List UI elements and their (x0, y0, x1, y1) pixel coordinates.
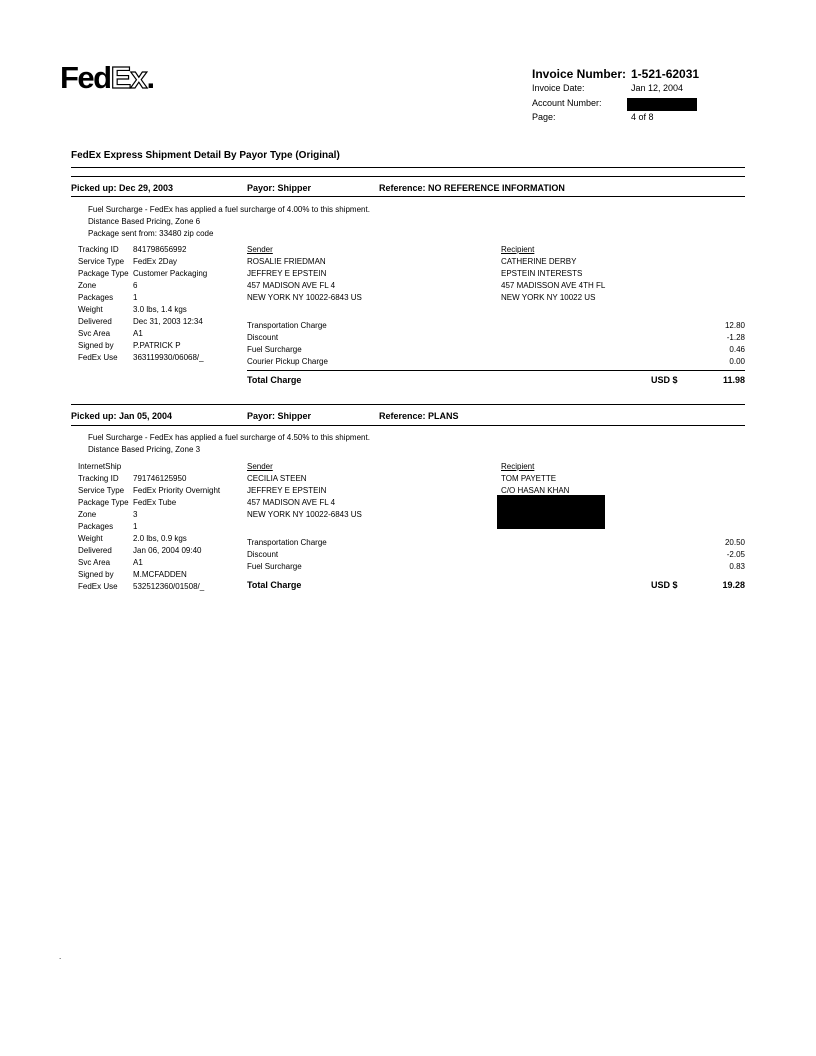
detail-value: Customer Packaging (133, 269, 208, 278)
detail-label: Signed by (78, 341, 114, 350)
charge-amount: 0.00 (729, 357, 745, 366)
detail-value: 6 (133, 281, 138, 290)
logo-fed: Fed (60, 60, 111, 95)
detail-label: Tracking ID (78, 474, 119, 483)
detail-value: 1 (133, 293, 138, 302)
shipment2-total-label: Total Charge (247, 580, 302, 590)
logo-dot: . (146, 60, 154, 95)
detail-label: Service Type (78, 257, 125, 266)
shipment2-currency: USD $ (651, 580, 678, 590)
invoice-date-label: Invoice Date: (532, 83, 585, 93)
detail-label: Packages (78, 522, 114, 531)
title-rule (71, 167, 745, 168)
detail-label: Svc Area (78, 558, 111, 567)
detail-value: 3.0 lbs, 1.4 kgs (133, 305, 187, 314)
shipment1-note: Package sent from: 33480 zip code (88, 229, 214, 238)
detail-value: 363119930/06068/_ (133, 353, 204, 362)
detail-label: Weight (78, 534, 103, 543)
detail-value: FedEx Priority Overnight (133, 486, 221, 495)
recipient-line: C/O HASAN KHAN (501, 486, 570, 495)
detail-label: Packages (78, 293, 114, 302)
shipment2-sender (247, 461, 362, 521)
shipment1-reference: Reference: NO REFERENCE INFORMATION (379, 183, 565, 193)
charge-label: Transportation Charge (247, 538, 327, 547)
detail-value: A1 (133, 558, 143, 567)
charge-label: Fuel Surcharge (247, 345, 302, 354)
sender-line: NEW YORK NY 10022-6843 US (247, 293, 362, 302)
recipient-heading: Recipient (501, 245, 535, 254)
detail-value: Dec 31, 2003 12:34 (133, 317, 203, 326)
recipient-heading: Recipient (501, 462, 535, 471)
detail-value: 3 (133, 510, 138, 519)
detail-label: Package Type (78, 498, 129, 507)
shipment1-note: Fuel Surcharge - FedEx has applied a fuel surcharge of 4.00% to this shipment. (88, 205, 370, 214)
page-label: Page: (532, 112, 556, 122)
recipient-line: NEW YORK NY 10022 US (501, 293, 596, 302)
shipment2-total: 19.28 (722, 580, 745, 590)
charge-label: Fuel Surcharge (247, 562, 302, 571)
detail-label: Tracking ID (78, 245, 119, 254)
shipment1-note: Distance Based Pricing, Zone 6 (88, 217, 201, 226)
detail-value: 2.0 lbs, 0.9 kgs (133, 534, 187, 543)
logo-ex: Ex (110, 60, 147, 95)
shipment2-payor: Payor: Shipper (247, 411, 312, 421)
recipient-line: EPSTEIN INTERESTS (501, 269, 583, 278)
account-number-label: Account Number: (532, 98, 602, 108)
shipment1-details-labels (78, 244, 129, 364)
recipient-line: 457 MADISSON AVE 4TH FL (501, 281, 606, 290)
shipment1-payor: Payor: Shipper (247, 183, 312, 193)
detail-label: Zone (78, 281, 97, 290)
detail-value: FedEx 2Day (133, 257, 178, 266)
charge-label: Transportation Charge (247, 321, 327, 330)
detail-label: FedEx Use (78, 582, 118, 591)
shipment2-recipient (501, 461, 569, 497)
shipment1-picked-up: Picked up: Dec 29, 2003 (71, 183, 174, 193)
shipment1-details-values (133, 244, 207, 364)
detail-value: 1 (133, 522, 138, 531)
sender-line: JEFFREY E EPSTEIN (247, 486, 327, 495)
invoice-number-label: Invoice Number: (532, 67, 627, 81)
detail-value: A1 (133, 329, 143, 338)
shipment1-header-rule (71, 196, 745, 197)
detail-label: Service Type (78, 486, 125, 495)
shipment1-total-label: Total Charge (247, 375, 302, 385)
sender-heading: Sender (247, 245, 273, 254)
invoice-number: 1-521-62031 (631, 67, 700, 81)
charge-amount: 0.83 (729, 562, 745, 571)
detail-value: FedEx Tube (133, 498, 177, 507)
report-title: FedEx Express Shipment Detail By Payor Type (Original) (71, 150, 340, 161)
detail-label: Weight (78, 305, 103, 314)
channel-label: InternetShip (78, 462, 122, 471)
sender-line: NEW YORK NY 10022-6843 US (247, 510, 362, 519)
charge-amount: 20.50 (724, 538, 745, 547)
detail-value: M.MCFADDEN (133, 570, 187, 579)
shipment2-charge-amounts (685, 537, 745, 573)
charge-amount: 0.46 (729, 345, 745, 354)
detail-value: Jan 06, 2004 09:40 (133, 546, 202, 555)
charge-label: Courier Pickup Charge (247, 357, 328, 366)
shipment2-reference: Reference: PLANS (379, 411, 459, 421)
sender-heading: Sender (247, 462, 273, 471)
sender-line: JEFFREY E EPSTEIN (247, 269, 327, 278)
sender-line: CECILIA STEEN (247, 474, 307, 483)
detail-value: 841798656992 (133, 245, 187, 254)
detail-value: P.PATRICK P (133, 341, 181, 350)
detail-value: 532512360/01508/_ (133, 582, 205, 591)
detail-value: 791746125950 (133, 474, 187, 483)
shipment1-charge-labels (247, 320, 328, 368)
shipment2-picked-up: Picked up: Jan 05, 2004 (71, 411, 173, 421)
detail-label: FedEx Use (78, 353, 118, 362)
shipment1-total-rule (247, 370, 745, 371)
shipment2-header-rule (71, 425, 745, 426)
invoice-date: Jan 12, 2004 (631, 83, 684, 93)
sender-line: 457 MADISON AVE FL 4 (247, 281, 336, 290)
shipment2-details-values (133, 473, 220, 593)
fedex-logo (60, 60, 154, 96)
detail-label: Delivered (78, 546, 112, 555)
detail-label: Zone (78, 510, 97, 519)
detail-label: Delivered (78, 317, 112, 326)
charge-label: Discount (247, 550, 279, 559)
footer-mark: . (59, 952, 62, 961)
shipment2-charge-labels (247, 537, 327, 573)
shipment2-note: Distance Based Pricing, Zone 3 (88, 445, 201, 454)
shipment1-recipient (501, 244, 605, 304)
shipment1-sender (247, 244, 362, 304)
detail-label: Package Type (78, 269, 129, 278)
shipment1-currency: USD $ (651, 375, 678, 385)
shipment1-charge-amounts (685, 320, 745, 368)
shipment1-top-rule (71, 176, 745, 177)
page-number: 4 of 8 (631, 112, 654, 122)
shipment2-top-rule (71, 404, 745, 405)
account-number-redaction (627, 98, 697, 111)
detail-label: Signed by (78, 570, 114, 579)
charge-label: Discount (247, 333, 279, 342)
shipment2-details-labels (78, 461, 129, 593)
shipment1-total: 11.98 (722, 375, 745, 385)
charge-amount: -1.28 (726, 333, 745, 342)
recipient-address-redaction (497, 495, 605, 529)
sender-line: ROSALIE FRIEDMAN (247, 257, 326, 266)
sender-line: 457 MADISON AVE FL 4 (247, 498, 336, 507)
detail-label: Svc Area (78, 329, 111, 338)
recipient-line: CATHERINE DERBY (501, 257, 577, 266)
charge-amount: -2.05 (726, 550, 745, 559)
recipient-line: TOM PAYETTE (501, 474, 557, 483)
shipment2-note: Fuel Surcharge - FedEx has applied a fuel surcharge of 4.50% to this shipment. (88, 433, 370, 442)
charge-amount: 12.80 (724, 321, 745, 330)
